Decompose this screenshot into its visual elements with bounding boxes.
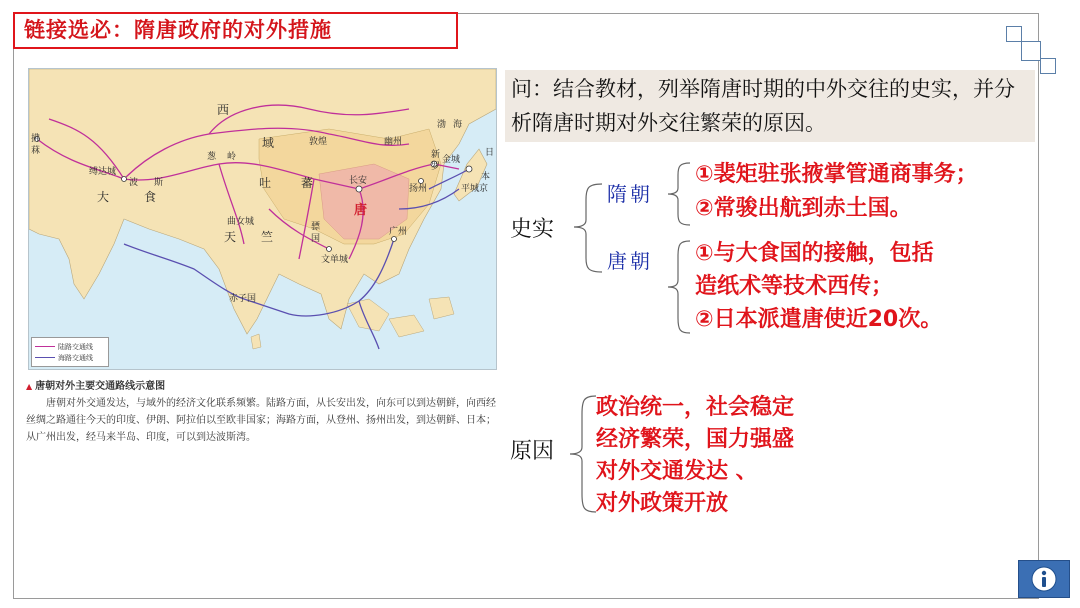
tang-dynasty-label: 唐朝	[607, 249, 653, 273]
map-label-dashi: 大	[97, 190, 110, 204]
sui-fact-2: ②常骏出航到赤土国。	[695, 196, 912, 221]
map-label-piao: 骠	[311, 222, 321, 232]
map-label-city-west: 缚达城	[89, 167, 117, 177]
map-label-youzhou: 幽州	[384, 137, 403, 147]
land-sea-islands	[347, 297, 454, 337]
map-label-xi: 西	[217, 103, 230, 117]
tang-fact-2: ②日本派遣唐使近20次。	[695, 307, 943, 332]
legend-label-land: 陆路交通线	[58, 342, 93, 351]
reasons-label: 原因	[510, 439, 555, 464]
decor-square	[1021, 41, 1041, 61]
map-label-guangzhou: 广州	[389, 227, 408, 237]
decor-square	[1040, 58, 1056, 74]
map-label-congling: 葱	[207, 152, 217, 162]
map-label-yangzhou: 扬州	[409, 184, 428, 194]
map-caption	[26, 378, 498, 446]
map-label-qunucheng: 曲女城	[227, 217, 255, 227]
map-label-jincheng: 金城	[442, 155, 461, 165]
map-label-tubo2: 蕃	[301, 176, 314, 190]
map-label-xinluo: 新	[431, 150, 441, 160]
caption-title-text: 唐朝对外主要交通路线示意图	[35, 381, 166, 392]
tang-fact-1: ①与大食国的接触，包括	[695, 241, 934, 266]
sui-bracket	[664, 160, 694, 228]
map-label-pingcheng: 平城京	[461, 184, 489, 194]
triangle-icon: ▲	[26, 381, 33, 391]
map-label-fulin2: 菻	[31, 146, 41, 156]
reason-4: 对外政策开放	[596, 491, 729, 516]
map-label-tang: 唐	[354, 203, 368, 218]
map-label-tubo: 吐	[259, 176, 272, 190]
legend-item-sea	[35, 352, 105, 363]
sui-dynasty-label: 隋朝	[607, 182, 653, 206]
info-icon	[1031, 566, 1057, 592]
map-label-piao2: 国	[311, 234, 321, 244]
reason-3: 对外交通发达 、	[596, 459, 758, 484]
map-label-chizi: 赤子国	[229, 294, 257, 304]
map-label-wenshan: 文单城	[321, 255, 349, 265]
map-legend	[31, 337, 109, 367]
legend-item-land	[35, 341, 105, 352]
map-label-fulin: 拂	[31, 134, 41, 144]
tang-bracket	[664, 238, 694, 336]
facts-bracket	[568, 180, 608, 275]
caption-body: 唐朝对外交通发达，与域外的经济文化联系频繁。陆路方面，从长安出发，向东可以到达朝鲜，向西经丝绸之路通往今天的印度、伊朗、阿拉伯以至欧非国家；海路方面，从登州、扬州出发，到达朝鲜、日本；从广州出发，经马来半岛、印度，可以到达波斯湾。	[26, 398, 496, 443]
map-label-bosi: 波	[129, 178, 139, 188]
map-label-tianzhu2: 竺	[261, 230, 274, 244]
reason-2: 经济繁荣，国力强盛	[596, 427, 795, 452]
reason-1: 政治统一，社会稳定	[596, 395, 795, 420]
map-label-changan: 长安	[349, 176, 368, 186]
legend-label-sea: 海路交通线	[58, 353, 93, 362]
legend-swatch-sea	[35, 357, 55, 358]
map-label-bohai2: 海	[453, 120, 463, 130]
map-svg	[29, 69, 496, 369]
tang-trade-routes-map	[28, 68, 497, 370]
land-srilanka	[251, 334, 261, 349]
map-label-ri: 日	[485, 148, 495, 158]
legend-swatch-land	[35, 346, 55, 347]
info-button[interactable]	[1018, 560, 1070, 598]
slide-title: 链接选必：隋唐政府的对外措施	[13, 12, 458, 49]
map-label-yu: 域	[262, 136, 275, 150]
map-label-ben: 本	[481, 172, 491, 182]
map-label-dunhuang: 敦煌	[309, 137, 328, 147]
map-label-dashi2: 食	[144, 190, 157, 204]
facts-label: 史实	[510, 217, 555, 242]
map-label-xinluo2: 罗	[431, 162, 441, 172]
map-label-bohai: 渤	[437, 120, 447, 130]
map-label-congling2: 岭	[227, 152, 237, 162]
caption-title	[26, 378, 498, 395]
sui-fact-1: ①裴矩驻张掖掌管通商事务；	[695, 162, 978, 187]
decor-square	[1006, 26, 1022, 42]
question-box: 问：结合教材，列举隋唐时期的中外交往的史实，并分析隋唐时期对外交往繁荣的原因。	[505, 70, 1035, 142]
map-label-bosi2: 斯	[154, 178, 164, 188]
map-label-tianzhu: 天	[224, 230, 237, 244]
tang-fact-1-cont: 造纸术等技术西传；	[695, 274, 894, 299]
